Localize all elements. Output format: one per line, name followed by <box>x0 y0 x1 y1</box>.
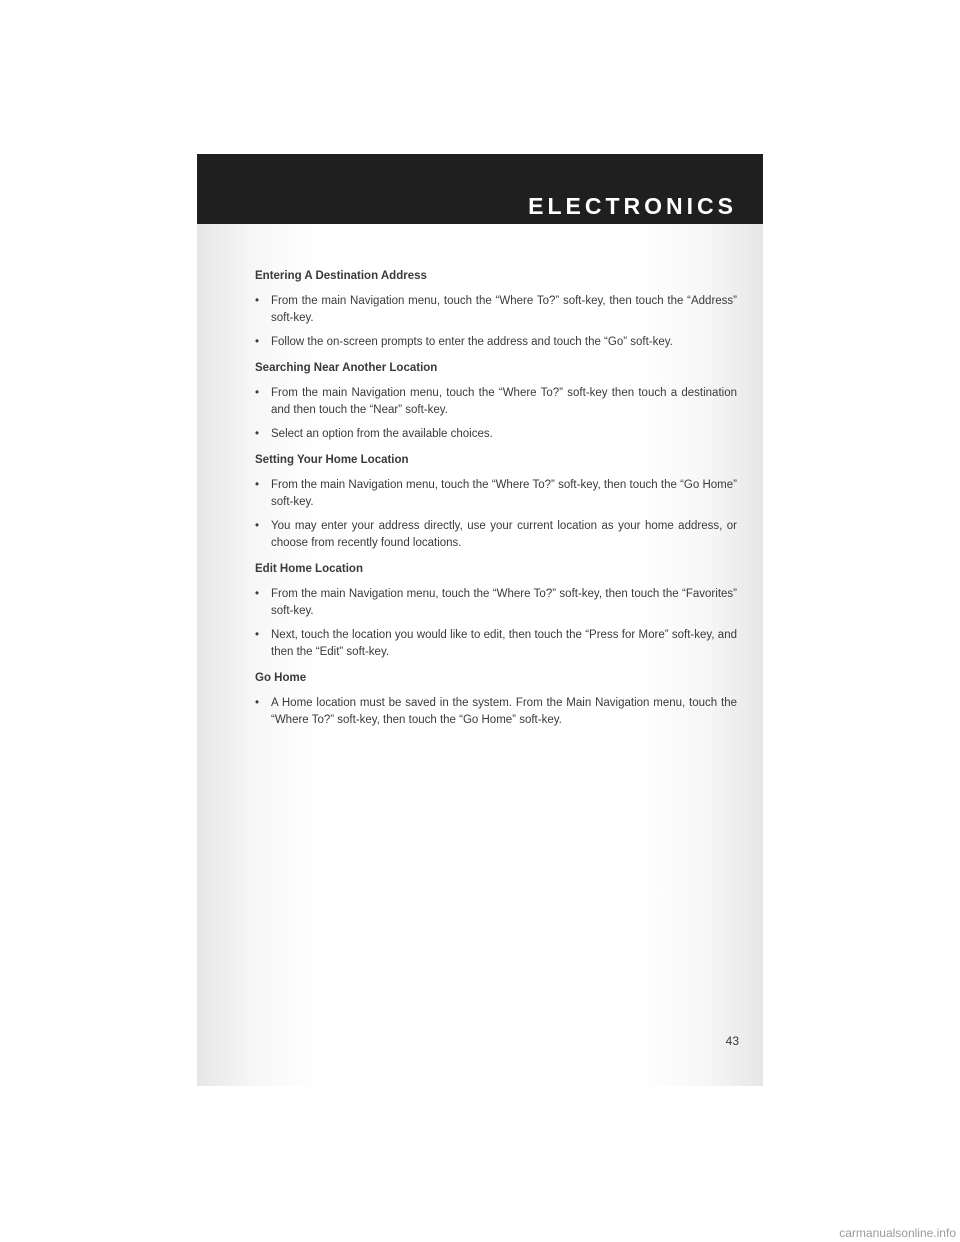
bullet-item: • From the main Navigation menu, touch the “Where To?” soft-key, then touch the “Favorites” soft-key. <box>255 588 737 617</box>
bullet-item: • A Home location must be saved in the system. From the Main Navigation menu, touch the “Where To?” soft-key, then touch the “Go Home” soft-key. <box>255 697 737 726</box>
section-heading: Searching Near Another Location <box>255 362 438 374</box>
bullet-dot-icon: • <box>255 479 260 491</box>
bullet-item: • Follow the on-screen prompts to enter the address and touch the “Go” soft-key. <box>255 334 737 351</box>
section-heading: Go Home <box>255 672 307 684</box>
header-bar <box>197 154 763 224</box>
bullet-item: • Select an option from the available choices. <box>255 426 737 443</box>
bullet-item: • Next, touch the location you would like to edit, then touch the “Press for More” soft-key, and then the “Edit” soft-key. <box>255 629 737 658</box>
bullet-dot-icon: • <box>255 629 260 641</box>
bullet-dot-icon: • <box>255 588 260 600</box>
bullet-item: • From the main Navigation menu, touch the “Where To?” soft-key, then touch the “Address” soft-key. <box>255 295 737 324</box>
manual-page <box>197 154 763 1086</box>
bullet-dot-icon: • <box>255 336 260 348</box>
watermark: carmanualsonline.info <box>839 1226 956 1240</box>
section-entering-destination <box>255 268 737 351</box>
bullet-item: • You may enter your address directly, use your current location as your home address, or choose from recently found locations. <box>255 520 737 549</box>
bullet-dot-icon: • <box>255 697 260 709</box>
bullet-item: • From the main Navigation menu, touch the “Where To?” soft-key, then touch the “Go Home” soft-key. <box>255 479 737 508</box>
page-number: 43 <box>725 1034 739 1048</box>
bullet-dot-icon: • <box>255 387 260 399</box>
section-go-home <box>255 670 737 729</box>
bullet-dot-icon: • <box>255 520 260 532</box>
section-setting-home <box>255 452 737 552</box>
bullet-item: • From the main Navigation menu, touch the “Where To?” soft-key then touch a destination and then touch the “Near” soft-key. <box>255 387 737 416</box>
bullet-dot-icon: • <box>255 295 260 307</box>
section-heading: Edit Home Location <box>255 563 363 575</box>
section-edit-home <box>255 561 737 661</box>
section-title: ELECTRONICS <box>528 193 737 219</box>
section-heading: Setting Your Home Location <box>255 454 409 466</box>
section-searching-near <box>255 360 737 443</box>
page-content <box>255 268 737 738</box>
bullet-dot-icon: • <box>255 428 260 440</box>
section-heading: Entering A Destination Address <box>255 270 427 282</box>
